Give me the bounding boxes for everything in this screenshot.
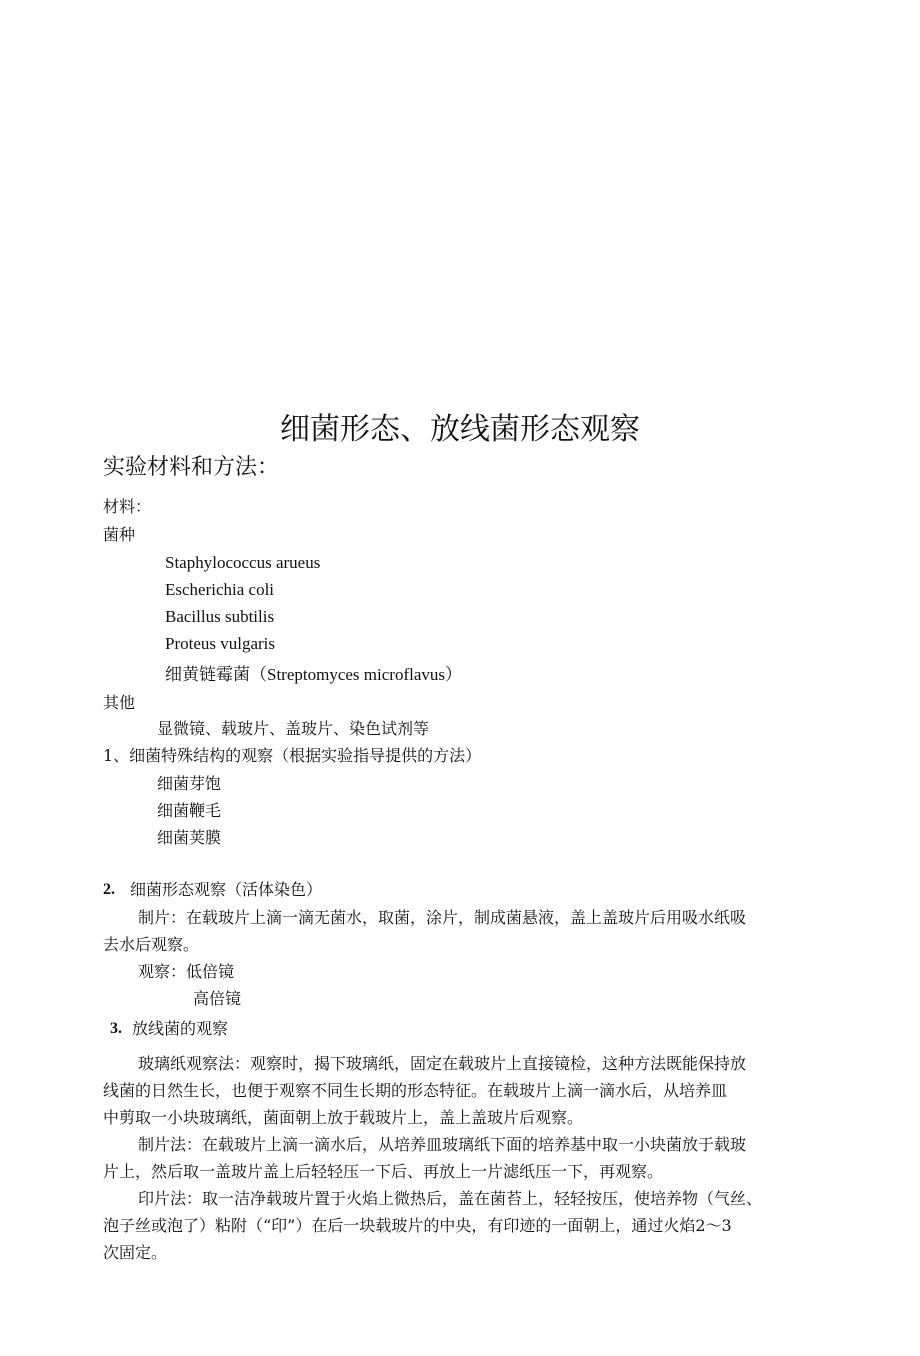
strain-item: Escherichia coli: [165, 580, 275, 599]
other-items: 显微镜、载玻片、盖玻片、染色试剂等: [157, 719, 430, 738]
section1-heading: 1、细菌特殊结构的观察（根据实验指导提供的方法）: [103, 746, 482, 765]
section3-line: 线菌的日然生长，也便于观察不同生长期的形态特征。在载玻片上滴一滴水后，从培养皿: [103, 1081, 728, 1100]
section2-observe-line: 高倍镜: [193, 989, 242, 1008]
other-label: 其他: [103, 693, 136, 712]
strains-label: 菌种: [103, 525, 136, 544]
section1-item: 细菌荚膜: [157, 828, 222, 847]
strain-item: Bacillus subtilis: [165, 607, 275, 626]
section3-heading: 放线菌的观察: [132, 1019, 229, 1038]
strain-item: Staphylococcus arueus: [165, 553, 321, 572]
section3-line: 中剪取一小块玻璃纸，菌面朝上放于载玻片上，盖上盖玻片后观察。: [103, 1108, 584, 1127]
section1-item: 细菌芽饱: [157, 774, 222, 793]
section3-number: 3.: [110, 1020, 122, 1037]
section3-line: 玻璃纸观察法：观察时，揭下玻璃纸，固定在载玻片上直接镜检，这种方法既能保持放: [138, 1054, 747, 1073]
section3-line: 制片法：在载玻片上滴一滴水后，从培养皿玻璃纸下面的培养基中取一小块菌放于载玻: [138, 1135, 747, 1154]
section3-line: 泡子丝或泡了）粘附（“印”）在后一块载玻片的中央，有印迹的一面朝上，通过火焰2～3: [103, 1216, 732, 1235]
section2-heading: 细菌形态观察（活体染色）: [130, 880, 323, 899]
subtitle: 实验材料和方法：: [103, 455, 280, 480]
section2-number: 2.: [103, 881, 115, 898]
strain-item: 细黄链霉菌（Streptomyces microflavus）: [165, 665, 462, 684]
section2-observe-line: 观察：低倍镜: [138, 962, 235, 981]
section1-item: 细菌鞭毛: [157, 801, 222, 820]
document-title: 细菌形态、放线菌形态观察: [280, 412, 640, 447]
section3-line: 次固定。: [103, 1243, 168, 1262]
section3-line: 印片法：取一洁净载玻片置于火焰上微热后，盖在菌苔上，轻轻按压，使培养物（气丝、: [138, 1189, 763, 1208]
section2-prep-line: 去水后观察。: [103, 935, 200, 954]
materials-label: 材料：: [103, 497, 152, 516]
section3-line: 片上，然后取一盖玻片盖上后轻轻压一下后、再放上一片滤纸压一下，再观察。: [103, 1162, 664, 1181]
section2-prep-line: 制片：在载玻片上滴一滴无菌水，取菌，涂片，制成菌悬液，盖上盖玻片后用吸水纸吸: [138, 908, 747, 927]
strain-item: Proteus vulgaris: [165, 634, 276, 653]
